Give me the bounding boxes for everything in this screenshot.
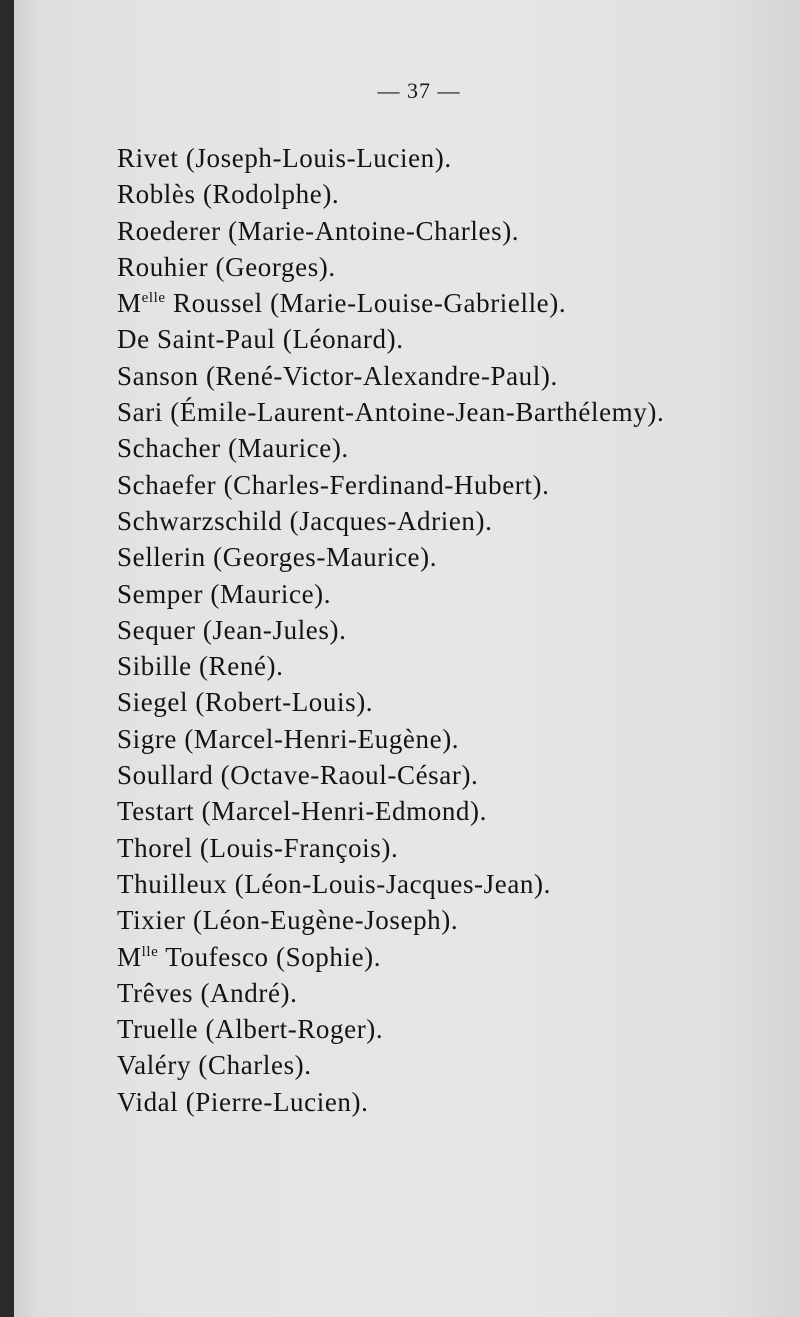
entry-name: De Saint-Paul (Léonard).	[117, 324, 404, 355]
entry-name: Thuilleux (Léon-Louis-Jacques-Jean).	[117, 868, 551, 899]
honorific-letter: M	[117, 288, 142, 319]
honorific-superscript: lle	[141, 943, 159, 960]
list-item	[117, 612, 664, 648]
honorific	[117, 288, 166, 318]
list-item	[117, 285, 664, 321]
list-item	[117, 467, 664, 503]
entry-name: Roblès (Rodolphe).	[117, 179, 340, 210]
list-item	[117, 757, 664, 793]
entry-name: Sequer (Jean-Jules).	[117, 614, 347, 645]
list-item	[117, 430, 664, 466]
list-item	[117, 684, 664, 720]
entry-name: Sibille (René).	[117, 651, 284, 682]
entry-name: Testart (Marcel-Henri-Edmond).	[117, 796, 487, 827]
entry-name: Thorel (Louis-François).	[117, 832, 399, 863]
list-item	[117, 321, 664, 357]
entry-name: Roussel (Marie-Louise-Gabrielle).	[165, 288, 567, 319]
list-item	[117, 140, 664, 176]
list-item	[117, 793, 664, 829]
list-item	[117, 394, 664, 430]
entry-name: Schaefer (Charles-Ferdinand-Hubert).	[117, 469, 550, 500]
entry-name: Schacher (Maurice).	[117, 433, 349, 464]
name-list	[117, 140, 664, 1120]
honorific-letter: M	[117, 941, 142, 972]
list-item	[117, 721, 664, 757]
entry-name: Sari (Émile-Laurent-Antoine-Jean-Barthélemy).	[117, 397, 665, 428]
list-item	[117, 975, 664, 1011]
list-item	[117, 1047, 664, 1083]
entry-name: Sellerin (Georges-Maurice).	[117, 542, 438, 573]
entry-name: Rouhier (Georges).	[117, 251, 336, 282]
entry-name: Rivet (Joseph-Louis-Lucien).	[117, 143, 452, 173]
list-item	[117, 503, 664, 539]
list-item	[117, 866, 664, 902]
list-item	[117, 358, 664, 394]
list-item	[117, 939, 664, 975]
page-number: — 37 —	[377, 78, 461, 103]
entry-name: Siegel (Robert-Louis).	[117, 687, 374, 718]
list-item	[117, 539, 664, 575]
list-item	[117, 1011, 664, 1047]
entry-name: Schwarzschild (Jacques-Adrien).	[117, 505, 493, 536]
list-item	[117, 1084, 664, 1120]
entry-name: Soullard (Octave-Raoul-César).	[117, 760, 479, 791]
honorific-superscript: elle	[141, 290, 166, 307]
honorific	[117, 942, 158, 972]
list-item	[117, 176, 664, 212]
list-item	[117, 830, 664, 866]
entry-name: Semper (Maurice).	[117, 578, 332, 609]
entry-name: Trêves (André).	[117, 977, 298, 1008]
entry-name: Truelle (Albert-Roger).	[117, 1014, 384, 1045]
list-item	[117, 648, 664, 684]
entry-name: Toufesco (Sophie).	[158, 941, 382, 972]
list-item	[117, 576, 664, 612]
list-item	[117, 249, 664, 285]
list-item	[117, 902, 664, 938]
entry-name: Tixier (Léon-Eugène-Joseph).	[117, 905, 459, 936]
entry-name: Roederer (Marie-Antoine-Charles).	[117, 215, 520, 246]
entry-name: Vidal (Pierre-Lucien).	[117, 1086, 369, 1117]
entry-name: Sigre (Marcel-Henri-Eugène).	[117, 723, 460, 754]
entry-name: Valéry (Charles).	[117, 1050, 312, 1081]
entry-name: Sanson (René-Victor-Alexandre-Paul).	[117, 360, 558, 391]
document-page	[14, 0, 800, 1317]
list-item	[117, 213, 664, 249]
